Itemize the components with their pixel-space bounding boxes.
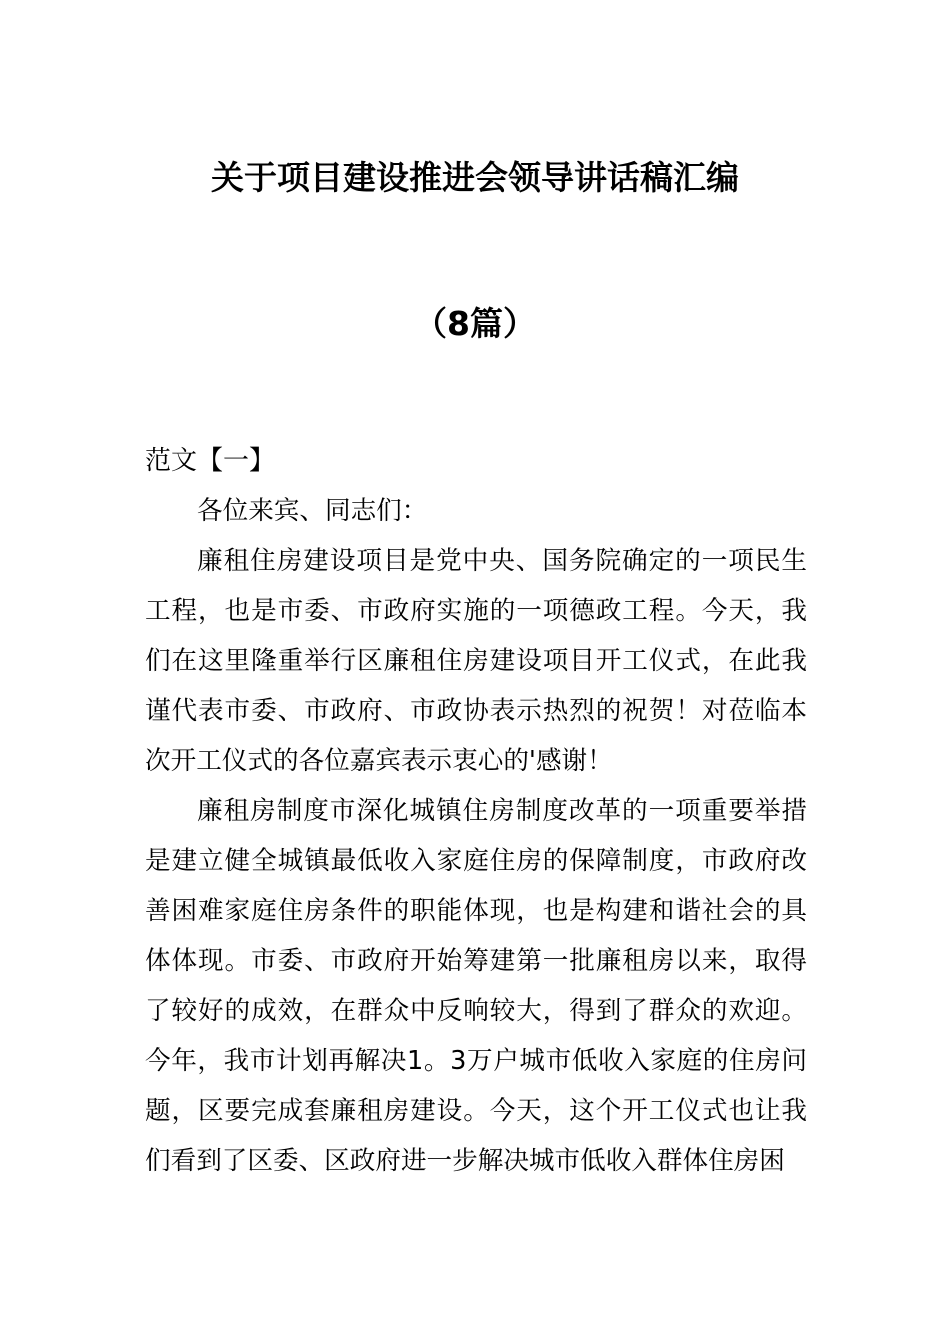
body-paragraph: 廉租房制度市深化城镇住房制度改革的一项重要举措是建立健全城镇最低收入家庭住房的保障制度，市政府改善困难家庭住房条件的职能体现，也是构建和谐社会的具体体现。市委、市政府开始筹建第一批廉租房以来，取得了较好的成效，在群众中反响较大，得到了群众的欢迎。今年，我市计划再解决1。3万户城市低收入家庭的住房问题，区要完成套廉租房建设。今天，这个开工仪式也让我们看到了区委、区政府进一步解决城市低收入群体住房困 bbox=[145, 796, 807, 1176]
section-label: 范文【一】 bbox=[145, 446, 276, 476]
greeting-paragraph: 各位来宾、同志们： bbox=[197, 496, 428, 526]
document-title: 关于项目建设推进会领导讲话稿汇编 bbox=[211, 158, 739, 197]
body-paragraph: 廉租住房建设项目是党中央、国务院确定的一项民生工程，也是市委、市政府实施的一项德政工程。今天，我们在这里隆重举行区廉租住房建设项目开工仪式，在此我谨代表市委、市政府、市政协表示热烈的祝贺！对莅临本次开工仪式的各位嘉宾表示衷心的'感谢！ bbox=[145, 546, 807, 776]
document-subtitle: （8篇） bbox=[414, 304, 536, 343]
